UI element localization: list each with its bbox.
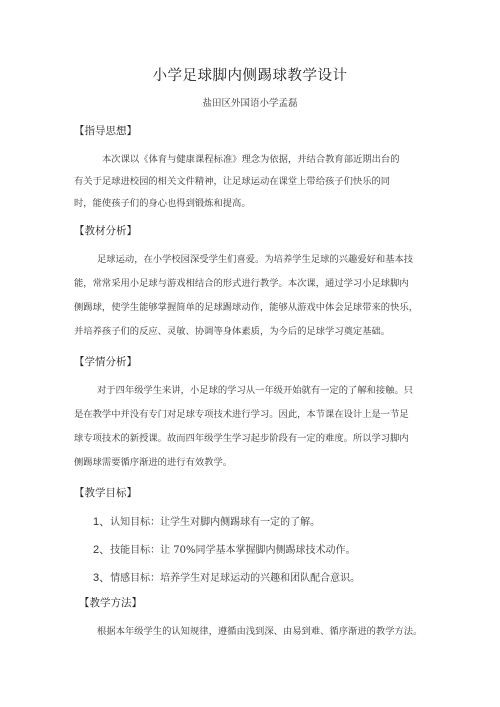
paragraph-line: 本次课以《体育与健康课程标准》理念为依据，并结合教育部近期出台的 xyxy=(102,154,400,165)
heading-goals: 【教学目标】 xyxy=(74,487,137,499)
goal-item xyxy=(93,569,360,585)
goal-item xyxy=(93,541,356,557)
goal-item xyxy=(93,513,320,529)
paragraph-line: 时，能使孩子们的身心也得到锻炼和提高。 xyxy=(74,198,251,209)
goal-text: 认知目标：让学生对脚内侧踢球有一定的了解。 xyxy=(110,517,321,528)
paragraph-line: 能，常常采用小足球与游戏相结合的形式进行教学。本次课，通过学习小足球脚内 xyxy=(74,278,409,289)
goal-text: 情感目标：培养学生对足球运动的兴趣和团队配合意识。 xyxy=(110,573,361,584)
heading-guiding: 【指导思想】 xyxy=(74,125,137,137)
heading-material: 【教材分析】 xyxy=(74,225,137,237)
paragraph-line: 侧踢球需要循序渐进的进行有效教学。 xyxy=(74,457,233,468)
heading-methods: 【教学方法】 xyxy=(79,597,142,609)
document-title: 小学足球脚内侧踢球教学设计 xyxy=(152,68,348,84)
paragraph-line: 根据本年级学生的认知规律，遵循由浅到深、由易到难、循序渐进的教学方法。 xyxy=(97,626,423,637)
goal-text: 技能目标：让 70%同学基本掌握脚内侧踢球技术动作。 xyxy=(110,545,356,556)
paragraph-line: 球专项技术的新授课。故而四年级学生学习起步阶段有一定的难度。所以学习脚内 xyxy=(74,433,409,444)
paragraph-line: 并培养孩子们的反应、灵敏、协调等身体素质，为今后的足球学习奠定基础。 xyxy=(74,326,391,337)
paragraph-line: 是在教学中并没有专门对足球专项技术进行学习。因此，本节课在设计上是一节足 xyxy=(74,409,409,420)
document-author: 盐田区外国语小学孟磊 xyxy=(202,98,298,109)
paragraph-line: 对于四年级学生来讲，小足球的学习从一年级开始就有一定的了解和接触。只 xyxy=(97,385,414,396)
paragraph-line: 有关于足球进校园的相关文件精神，让足球运动在课堂上带给孩子们快乐的同 xyxy=(74,176,391,187)
goal-number: 2、 xyxy=(93,544,111,556)
heading-learner: 【学情分析】 xyxy=(74,356,137,368)
goal-number: 1、 xyxy=(93,516,111,528)
paragraph-line: 足球运动，在小学校园深受学生们喜爱。为培养学生足球的兴趣爱好和基本技 xyxy=(97,254,414,265)
goal-number: 3、 xyxy=(93,572,111,584)
paragraph-line: 侧踢球，使学生能够掌握简单的足球踢球动作，能够从游戏中体会足球带来的快乐， xyxy=(74,302,418,313)
